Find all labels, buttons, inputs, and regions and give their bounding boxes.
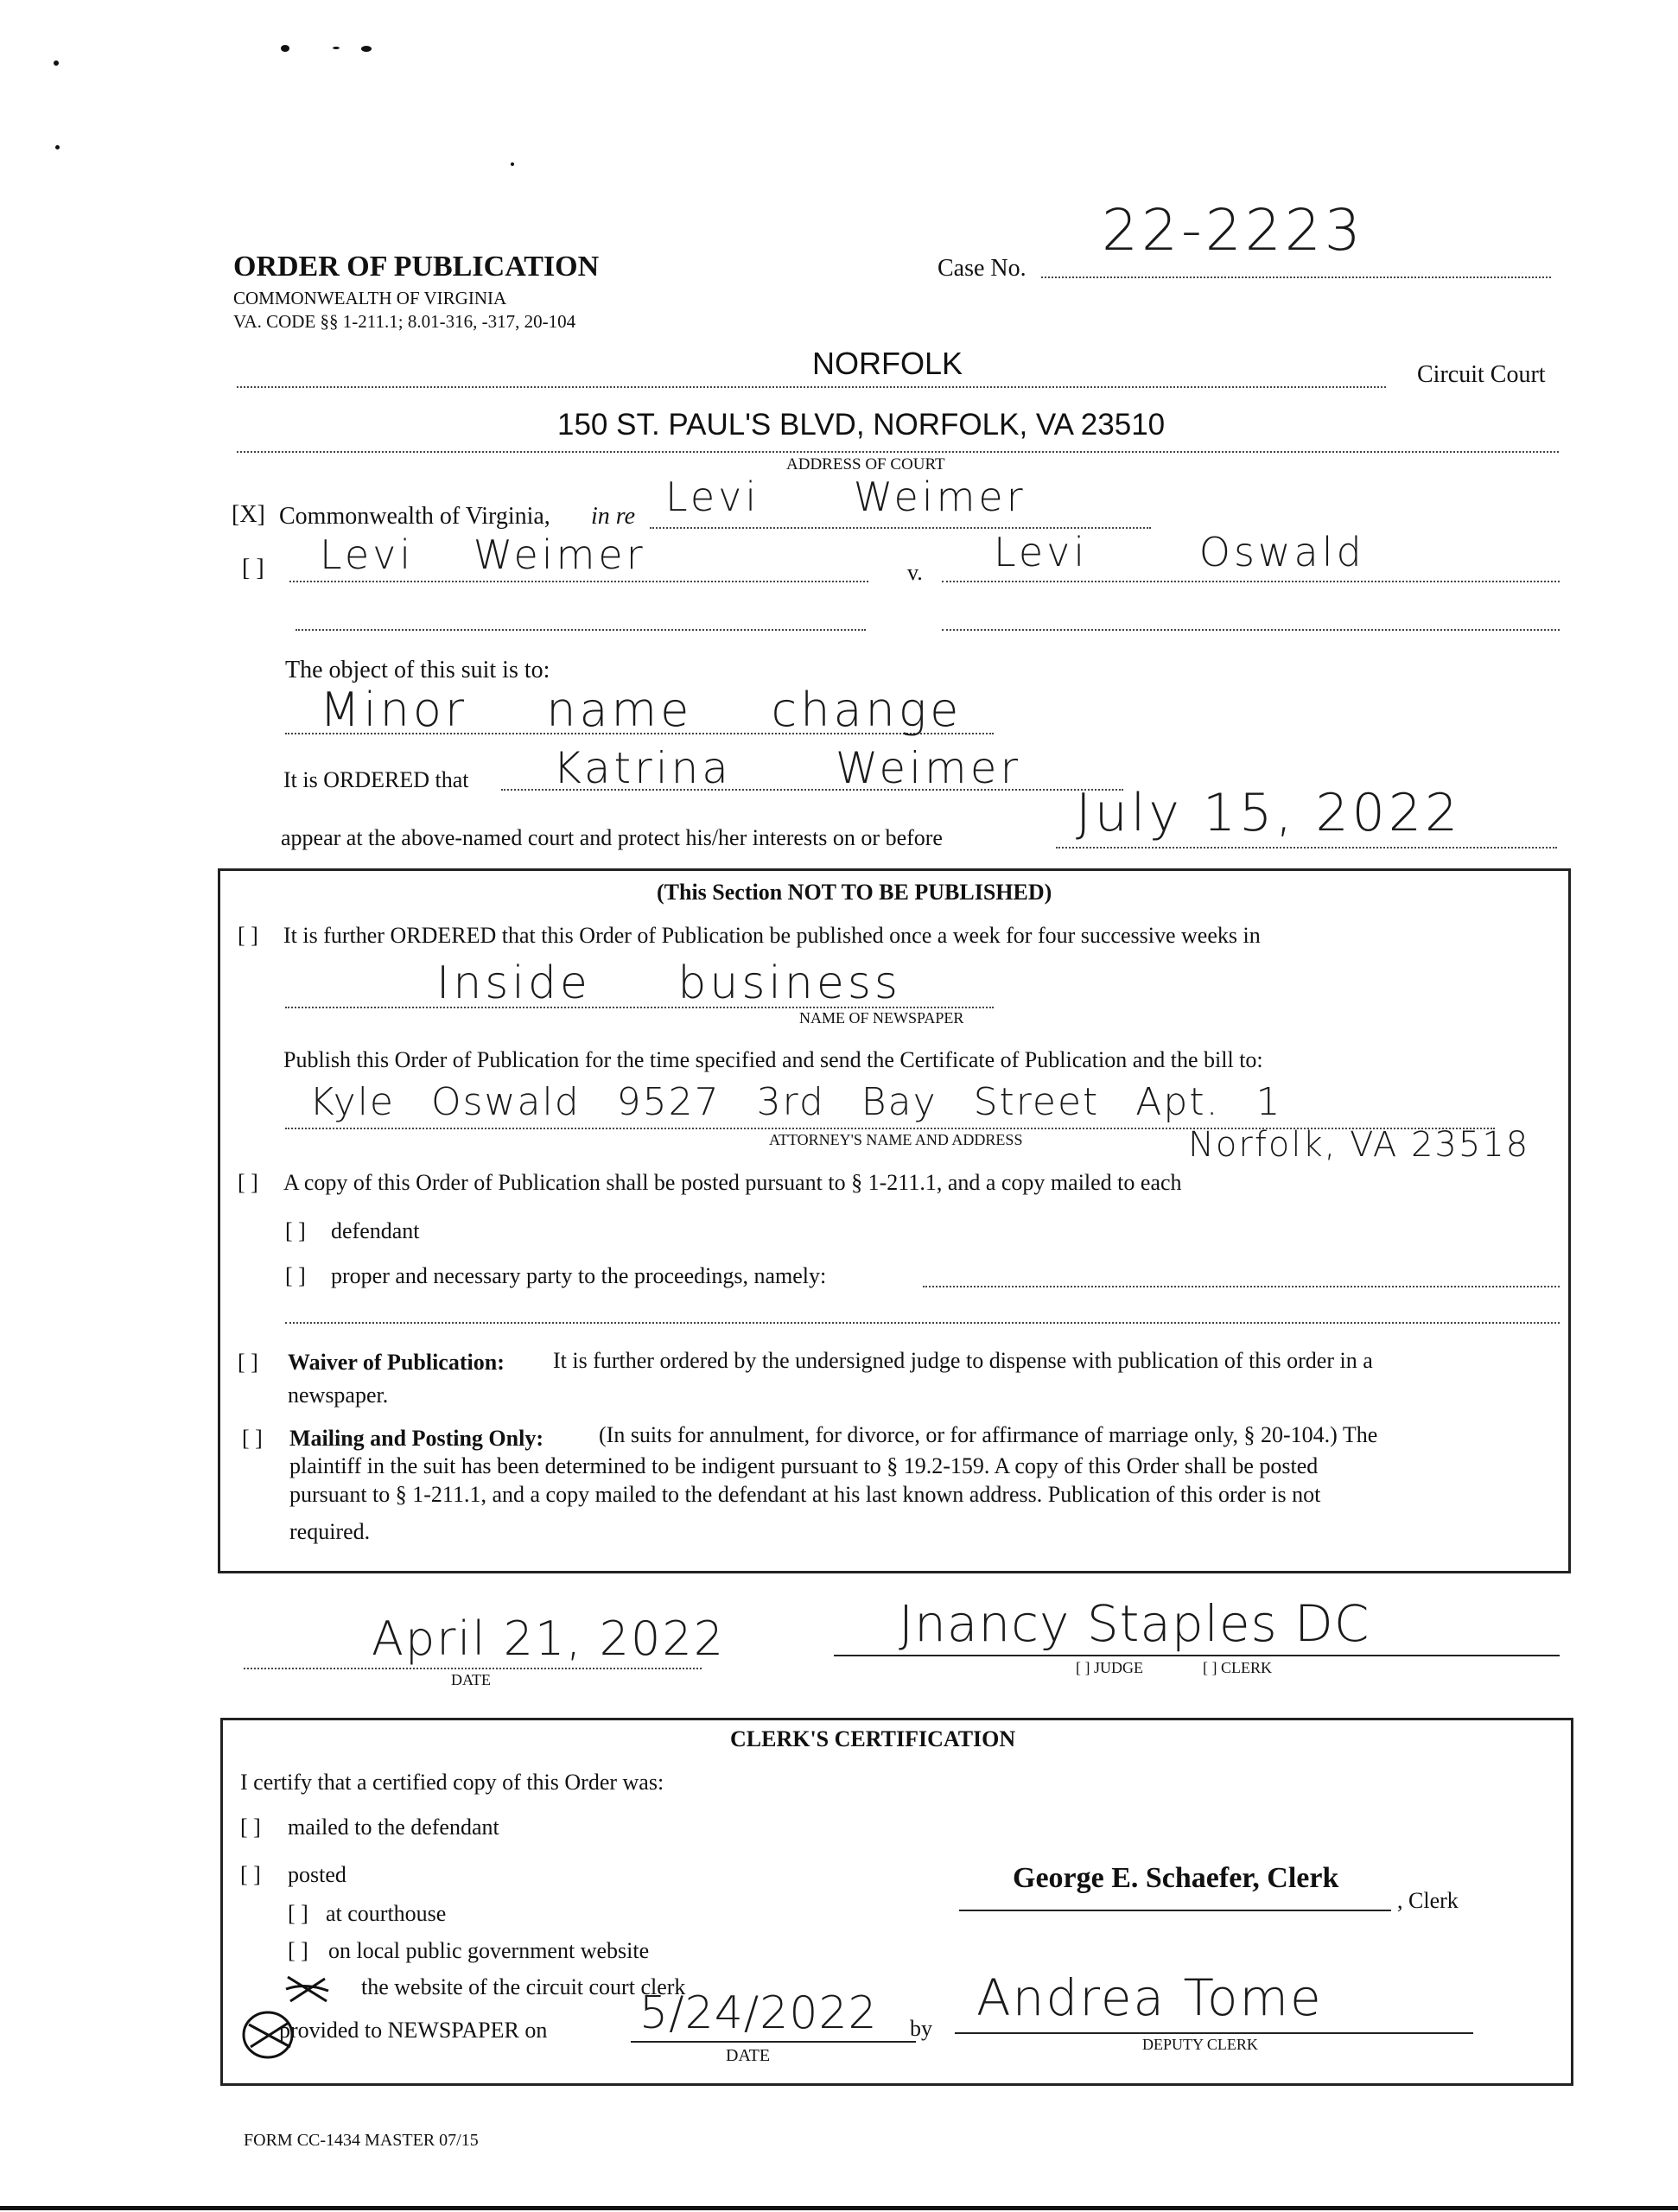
newspaper-caption: NAME OF NEWSPAPER <box>799 1009 964 1027</box>
defendant-checkbox[interactable]: [ ] <box>285 1218 306 1243</box>
mailing-title: Mailing and Posting Only: <box>289 1426 543 1451</box>
send-text: Publish this Order of Publication for the time specified and send the Certificate of Publication and the bill to: <box>283 1047 1263 1072</box>
in-re-name[interactable]: Levi Weimer <box>665 474 1027 520</box>
versus-checkbox[interactable]: [ ] <box>242 555 264 582</box>
object-value[interactable]: Minor name change <box>320 683 963 737</box>
courthouse-checkbox[interactable]: [ ] <box>288 1901 308 1926</box>
govsite-checkbox[interactable]: [ ] <box>288 1938 308 1963</box>
defendant-option-label: defendant <box>331 1218 420 1243</box>
commonwealth-label: Commonwealth of Virginia, <box>279 503 550 530</box>
court-name[interactable]: NORFOLK <box>812 346 963 381</box>
court-address[interactable]: 150 ST. PAUL'S BLVD, NORFOLK, VA 23510 <box>557 408 1166 442</box>
plaintiff-line <box>289 581 868 582</box>
waiver-checkbox[interactable]: [ ] <box>238 1350 258 1375</box>
blank-party-line-right <box>942 629 1560 631</box>
scan-speck <box>361 46 372 52</box>
court-name-line <box>237 386 1386 388</box>
courthouse-label: at courthouse <box>326 1901 447 1926</box>
appear-date[interactable]: July 15, 2022 <box>1076 783 1462 843</box>
ordered-label: It is ORDERED that <box>283 767 469 792</box>
ordered-name[interactable]: Katrina Weimer <box>553 743 1022 793</box>
deputy-signature-line <box>955 2032 1473 2034</box>
appear-text: appear at the above-named court and protect his/her interests on or before <box>281 825 943 850</box>
mailing-line-2: plaintiff in the suit has been determined to be indigent pursuant to § 19.2-159. A copy of this Order shall be posted <box>289 1453 1319 1478</box>
party-option-label: proper and necessary party to the proceedings, namely: <box>331 1263 827 1288</box>
clerk-name: George E. Schaefer, Clerk <box>1013 1862 1339 1894</box>
by-label: by <box>910 2016 932 2041</box>
certification-intro: I certify that a certified copy of this Order was: <box>240 1770 664 1795</box>
certification-heading: CLERK'S CERTIFICATION <box>730 1726 1016 1751</box>
code-reference: VA. CODE §§ 1-211.1; 8.01-316, -317, 20-104 <box>233 311 576 332</box>
attorney-line-2[interactable]: Norfolk, VA 23518 <box>1188 1125 1530 1165</box>
newspaper-name[interactable]: Inside business <box>436 957 901 1009</box>
form-number: FORM CC-1434 MASTER 07/15 <box>244 2131 479 2150</box>
court-address-caption: ADDRESS OF COURT <box>786 455 945 474</box>
provided-label: provided to NEWSPAPER on <box>279 2018 548 2043</box>
case-number-line <box>1041 276 1551 278</box>
mailed-checkbox[interactable]: [ ] <box>240 1815 261 1840</box>
publish-checkbox[interactable]: [ ] <box>238 923 258 948</box>
commonwealth-checkbox[interactable]: [X] <box>232 501 265 528</box>
object-label: The object of this suit is to: <box>285 657 550 683</box>
signature-date[interactable]: April 21, 2022 <box>372 1611 726 1666</box>
party-line-2 <box>285 1322 1560 1324</box>
provided-date-caption: DATE <box>726 2046 771 2065</box>
provided-date-line <box>631 2041 916 2043</box>
commonwealth-subtitle: COMMONWEALTH OF VIRGINIA <box>233 288 507 308</box>
signature-date-caption: DATE <box>451 1671 491 1688</box>
copy-text: A copy of this Order of Publication shall be posted pursuant to § 1-211.1, and a copy mailed to each <box>283 1170 1182 1195</box>
mailing-checkbox[interactable]: [ ] <box>242 1426 263 1451</box>
mailing-line-4: required. <box>289 1519 371 1544</box>
blank-party-line-left <box>296 629 866 631</box>
court-site-label: the website of the circuit court clerk <box>361 1974 686 1999</box>
govsite-label: on local public government website <box>328 1938 650 1963</box>
versus-label: v. <box>907 560 923 585</box>
scan-speck <box>54 60 59 66</box>
scan-speck <box>281 45 289 52</box>
signature-date-line <box>244 1668 702 1669</box>
mailing-line-3: pursuant to § 1-211.1, and a copy mailed to the defendant at his last known address. Publication of this order is not <box>289 1482 1321 1507</box>
waiver-text: It is further ordered by the undersigned judge to dispense with publication of this order in a <box>553 1348 1373 1373</box>
party-checkbox[interactable]: [ ] <box>285 1263 306 1288</box>
court-address-line <box>237 451 1559 453</box>
case-number-value[interactable]: 22-2223 <box>1102 197 1364 264</box>
checkmark-scribble-icon <box>283 1972 335 2006</box>
party-line <box>923 1286 1560 1287</box>
mailing-line-1: (In suits for annulment, for divorce, or for affirmance of marriage only, § 20-104.) The <box>599 1422 1378 1447</box>
clerk-name-line <box>959 1910 1391 1911</box>
scan-speck <box>333 47 340 49</box>
case-number-label: Case No. <box>938 255 1027 282</box>
attorney-line-1[interactable]: Kyle Oswald 9527 3rd Bay Street Apt. 1 <box>309 1080 1282 1124</box>
appear-date-line <box>1056 847 1557 849</box>
plaintiff-name[interactable]: Levi Weimer <box>320 531 646 578</box>
deputy-signature[interactable]: Andrea Tome <box>976 1968 1323 2027</box>
scan-speck <box>55 145 60 149</box>
mailed-label: mailed to the defendant <box>288 1815 499 1840</box>
form-title: ORDER OF PUBLICATION <box>233 251 600 283</box>
scan-speck <box>511 162 514 166</box>
provided-date[interactable]: 5/24/2022 <box>639 1987 878 2039</box>
clerk-suffix: , Clerk <box>1397 1888 1459 1913</box>
defendant-line <box>942 581 1560 582</box>
waiver-text-2: newspaper. <box>288 1382 389 1408</box>
court-type: Circuit Court <box>1417 361 1546 388</box>
clerk-option[interactable]: [ ] CLERK <box>1203 1659 1272 1676</box>
defendant-name[interactable]: Levi Oswald <box>994 529 1365 575</box>
copy-checkbox[interactable]: [ ] <box>238 1170 258 1195</box>
judge-signature[interactable]: Jnancy Staples DC <box>899 1594 1370 1653</box>
posted-checkbox[interactable]: [ ] <box>240 1862 261 1887</box>
in-re-label: in re <box>591 503 636 530</box>
bottom-edge-line <box>0 2206 1678 2210</box>
unpublished-heading: (This Section NOT TO BE PUBLISHED) <box>657 880 1052 905</box>
attorney-caption: ATTORNEY'S NAME AND ADDRESS <box>769 1131 1023 1148</box>
deputy-caption: DEPUTY CLERK <box>1142 2036 1258 2053</box>
judge-option[interactable]: [ ] JUDGE <box>1076 1659 1143 1676</box>
publish-text: It is further ORDERED that this Order of Publication be published once a week for four successive weeks in <box>283 923 1261 948</box>
judge-signature-line <box>834 1655 1560 1656</box>
posted-label: posted <box>288 1862 346 1887</box>
waiver-title: Waiver of Publication: <box>288 1350 505 1375</box>
